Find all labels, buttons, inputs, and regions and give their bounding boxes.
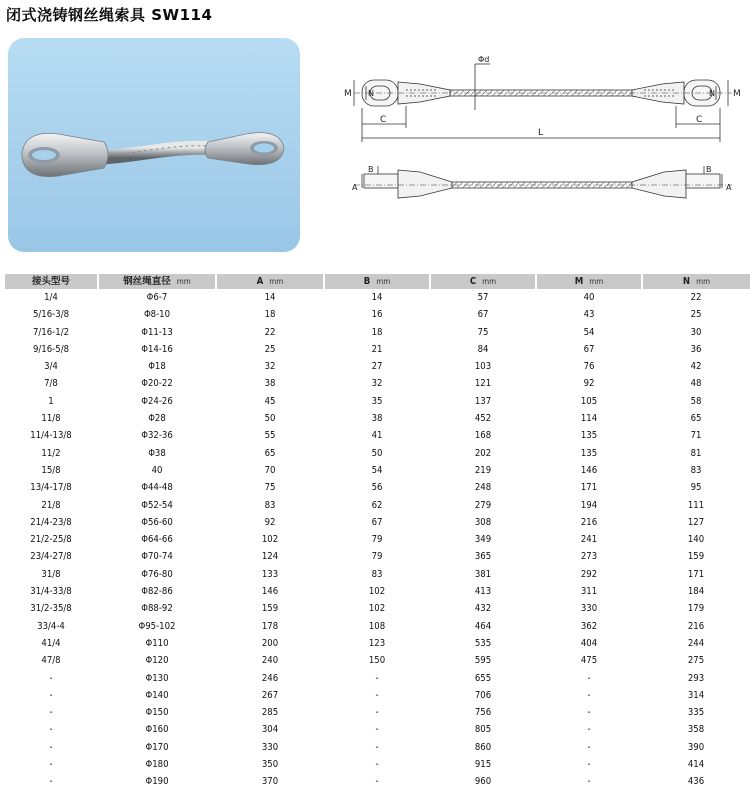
table-cell: 114 bbox=[580, 413, 598, 425]
table-cell: Φ11-13 bbox=[141, 326, 173, 338]
table-cell: 7/16-1/2 bbox=[32, 326, 70, 338]
table-cell: 18 bbox=[371, 326, 383, 338]
table-cell: Φ170 bbox=[145, 741, 169, 753]
table-cell: 381 bbox=[474, 568, 492, 580]
table-cell: 67 bbox=[583, 343, 595, 355]
table-cell: 121 bbox=[474, 378, 492, 390]
table-cell: 244 bbox=[687, 637, 705, 649]
table-cell: 314 bbox=[687, 689, 705, 701]
table-row bbox=[5, 462, 750, 479]
table-cell: Φ14-16 bbox=[141, 343, 173, 355]
column-header-label: 钢丝绳直径 bbox=[123, 276, 171, 287]
column-header-unit: mm bbox=[176, 277, 191, 286]
table-cell: 1/4 bbox=[44, 292, 58, 303]
diagram-label-m-right: M bbox=[733, 89, 741, 99]
table-cell: 40 bbox=[151, 464, 163, 476]
table-cell: Φ28 bbox=[148, 413, 166, 425]
table-row bbox=[5, 497, 750, 514]
table-row bbox=[5, 721, 750, 738]
table-cell: 216 bbox=[687, 620, 705, 632]
table-cell: 21/4-23/8 bbox=[30, 516, 72, 528]
table-cell: 31/4-33/8 bbox=[30, 586, 72, 598]
table-cell: 171 bbox=[580, 482, 598, 494]
diagram-side-view bbox=[354, 166, 732, 198]
table-row bbox=[5, 704, 750, 721]
table-cell: 38 bbox=[264, 378, 276, 390]
spec-table bbox=[5, 274, 750, 791]
table-cell: 413 bbox=[474, 586, 492, 598]
table-cell: 21/2-25/8 bbox=[30, 534, 72, 546]
table-cell: 860 bbox=[474, 741, 492, 753]
column-header bbox=[536, 274, 642, 289]
table-row bbox=[5, 531, 750, 548]
column-header bbox=[324, 274, 430, 289]
table-cell: Φ18 bbox=[148, 361, 166, 373]
table-cell: 137 bbox=[474, 395, 492, 407]
table-cell: 330 bbox=[261, 741, 279, 753]
table-cell: 65 bbox=[264, 447, 276, 459]
table-cell: 14 bbox=[371, 292, 383, 303]
table-row bbox=[5, 739, 750, 756]
table-cell: 108 bbox=[368, 620, 386, 632]
table-cell: 111 bbox=[687, 499, 705, 511]
table-cell: 200 bbox=[261, 637, 279, 649]
column-header-unit: mm bbox=[482, 277, 497, 286]
table-cell: 11/4-13/8 bbox=[30, 430, 72, 442]
page-title: 闭式浇铸钢丝绳索具 SW114 bbox=[6, 6, 213, 24]
table-cell: - bbox=[49, 741, 53, 753]
column-header-unit: mm bbox=[589, 277, 604, 286]
table-body bbox=[5, 289, 750, 791]
table-cell: 75 bbox=[264, 482, 276, 494]
table-cell: 31/2-35/8 bbox=[30, 603, 72, 615]
table-cell: 102 bbox=[368, 603, 386, 615]
column-header-label: A bbox=[256, 276, 264, 287]
column-header-label: N bbox=[682, 276, 691, 287]
table-cell: 279 bbox=[474, 499, 492, 511]
table-cell: 71 bbox=[690, 430, 702, 442]
table-cell: 54 bbox=[583, 326, 595, 338]
table-cell: 23/4-27/8 bbox=[30, 551, 72, 563]
table-cell: 25 bbox=[690, 309, 702, 321]
table-cell: 140 bbox=[687, 534, 705, 546]
table-cell: 436 bbox=[687, 776, 705, 788]
table-cell: 168 bbox=[474, 430, 492, 442]
table-cell: 95 bbox=[690, 482, 702, 494]
table-cell: - bbox=[375, 724, 379, 736]
table-cell: 50 bbox=[264, 413, 276, 425]
table-cell: Φ38 bbox=[148, 447, 166, 459]
table-header-row bbox=[5, 274, 750, 289]
table-cell: 22 bbox=[690, 292, 702, 303]
table-cell: 70 bbox=[264, 464, 276, 476]
table-cell: 33/4-4 bbox=[37, 620, 65, 632]
table-row bbox=[5, 548, 750, 565]
table-cell: Φ70-74 bbox=[141, 551, 173, 563]
column-header bbox=[642, 274, 750, 289]
table-cell: 3/4 bbox=[44, 361, 58, 373]
table-cell: - bbox=[375, 759, 379, 771]
table-cell: 124 bbox=[261, 551, 279, 563]
table-cell: 16 bbox=[371, 309, 383, 321]
table-cell: 18 bbox=[264, 309, 276, 321]
table-cell: 11/8 bbox=[41, 413, 61, 425]
table-cell: Φ6-7 bbox=[146, 292, 168, 303]
table-cell: 805 bbox=[474, 724, 492, 736]
column-header-label: 接头型号 bbox=[31, 276, 70, 287]
table-row bbox=[5, 773, 750, 790]
table-cell: 362 bbox=[580, 620, 598, 632]
table-row bbox=[5, 358, 750, 375]
table-cell: 35 bbox=[371, 395, 383, 407]
table-cell: - bbox=[49, 724, 53, 736]
table-row bbox=[5, 566, 750, 583]
table-cell: Φ32-36 bbox=[141, 430, 173, 442]
table-cell: 150 bbox=[368, 655, 386, 667]
table-cell: Φ180 bbox=[145, 759, 169, 771]
table-cell: 293 bbox=[687, 672, 705, 684]
table-cell: 304 bbox=[261, 724, 279, 736]
table-cell: 159 bbox=[261, 603, 279, 615]
table-row bbox=[5, 324, 750, 341]
table-row bbox=[5, 756, 750, 773]
table-cell: 404 bbox=[580, 637, 598, 649]
table-cell: 13/4-17/8 bbox=[30, 482, 72, 494]
table-cell: 756 bbox=[474, 707, 492, 719]
table-cell: 1 bbox=[48, 395, 54, 407]
table-row bbox=[5, 635, 750, 652]
table-row bbox=[5, 289, 750, 306]
left-socket bbox=[22, 133, 108, 176]
table-cell: 54 bbox=[371, 464, 383, 476]
table-cell: 83 bbox=[690, 464, 702, 476]
diagram-label-b-left: B bbox=[368, 165, 374, 174]
table-cell: Φ44-48 bbox=[141, 482, 173, 494]
table-cell: 171 bbox=[687, 568, 705, 580]
table-cell: Φ76-80 bbox=[141, 568, 173, 580]
table-cell: 335 bbox=[687, 707, 705, 719]
table-cell: 32 bbox=[264, 361, 276, 373]
table-cell: - bbox=[587, 707, 591, 719]
table-cell: Φ110 bbox=[145, 637, 169, 649]
table-cell: 202 bbox=[474, 447, 492, 459]
table-cell: 267 bbox=[261, 689, 279, 701]
column-header-label: C bbox=[469, 276, 477, 287]
table-cell: 365 bbox=[474, 551, 492, 563]
column-header-unit: mm bbox=[696, 277, 711, 286]
table-cell: 184 bbox=[687, 586, 705, 598]
table-cell: - bbox=[49, 776, 53, 788]
table-row bbox=[5, 514, 750, 531]
right-socket bbox=[205, 133, 284, 165]
table-cell: 14 bbox=[264, 292, 276, 303]
table-cell: 22 bbox=[264, 326, 276, 338]
table-cell: 45 bbox=[264, 395, 276, 407]
table-cell: 42 bbox=[690, 361, 702, 373]
table-cell: 311 bbox=[580, 586, 598, 598]
table-cell: Φ8-10 bbox=[143, 309, 171, 321]
table-row bbox=[5, 427, 750, 444]
table-cell: 246 bbox=[261, 672, 279, 684]
table-cell: 38 bbox=[371, 413, 383, 425]
table-cell: 135 bbox=[580, 430, 598, 442]
table-cell: 370 bbox=[261, 776, 279, 788]
table-cell: - bbox=[587, 724, 591, 736]
table-cell: 92 bbox=[264, 516, 276, 528]
diagram-label-n-right: N bbox=[709, 89, 715, 98]
table-cell: - bbox=[49, 689, 53, 701]
table-cell: 133 bbox=[261, 568, 279, 580]
table-cell: 655 bbox=[474, 672, 492, 684]
table-cell: 79 bbox=[371, 551, 383, 563]
table-cell: Φ120 bbox=[145, 655, 169, 667]
table-cell: 146 bbox=[261, 586, 279, 598]
table-cell: 56 bbox=[371, 482, 383, 494]
table-cell: 36 bbox=[690, 343, 702, 355]
table-cell: 330 bbox=[580, 603, 598, 615]
column-header-label: M bbox=[574, 276, 584, 287]
table-cell: 21/8 bbox=[41, 499, 61, 511]
table-cell: 706 bbox=[474, 689, 492, 701]
table-cell: - bbox=[49, 759, 53, 771]
column-header bbox=[430, 274, 536, 289]
table-cell: 127 bbox=[687, 516, 705, 528]
table-cell: Φ56-60 bbox=[141, 516, 173, 528]
table-cell: Φ150 bbox=[145, 707, 169, 719]
table-cell: - bbox=[587, 672, 591, 684]
table-cell: 55 bbox=[264, 430, 276, 442]
table-row bbox=[5, 670, 750, 687]
column-header bbox=[98, 274, 216, 289]
table-cell: 350 bbox=[261, 759, 279, 771]
diagram-label-a-left: A bbox=[352, 183, 358, 192]
diagram-label-l: L bbox=[538, 128, 544, 138]
table-cell: 159 bbox=[687, 551, 705, 563]
table-cell: 414 bbox=[687, 759, 705, 771]
table-cell: 84 bbox=[477, 343, 489, 355]
diagram-label-d: Φd bbox=[478, 55, 490, 64]
table-cell: - bbox=[587, 776, 591, 788]
table-cell: 390 bbox=[687, 741, 705, 753]
table-cell: 960 bbox=[474, 776, 492, 788]
table-cell: 146 bbox=[580, 464, 598, 476]
table-cell: 275 bbox=[687, 655, 705, 667]
table-cell: 40 bbox=[583, 292, 595, 303]
table-cell: 241 bbox=[580, 534, 598, 546]
table-cell: 595 bbox=[474, 655, 492, 667]
table-cell: 5/16-3/8 bbox=[32, 309, 70, 321]
table-cell: 248 bbox=[474, 482, 492, 494]
table-cell: 21 bbox=[371, 343, 383, 355]
table-row bbox=[5, 341, 750, 358]
table-cell: - bbox=[49, 672, 53, 684]
table-cell: 240 bbox=[261, 655, 279, 667]
table-cell: 32 bbox=[371, 378, 383, 390]
table-cell: 179 bbox=[687, 603, 705, 615]
table-cell: 102 bbox=[261, 534, 279, 546]
table-cell: 31/8 bbox=[41, 568, 61, 580]
table-cell: - bbox=[375, 707, 379, 719]
table-cell: 308 bbox=[474, 516, 492, 528]
table-cell: 349 bbox=[474, 534, 492, 546]
table-cell: 464 bbox=[474, 620, 492, 632]
table-cell: 178 bbox=[261, 620, 279, 632]
table-cell: 47/8 bbox=[41, 655, 61, 667]
table-cell: Φ82-86 bbox=[141, 586, 173, 598]
table-cell: 25 bbox=[264, 343, 276, 355]
table-cell: 219 bbox=[474, 464, 492, 476]
table-cell: 273 bbox=[580, 551, 598, 563]
table-row bbox=[5, 410, 750, 427]
table-row bbox=[5, 618, 750, 635]
table-cell: 216 bbox=[580, 516, 598, 528]
table-cell: 475 bbox=[580, 655, 598, 667]
table-cell: 535 bbox=[474, 637, 492, 649]
dimension-diagram bbox=[340, 50, 745, 220]
table-cell: 79 bbox=[371, 534, 383, 546]
table-row bbox=[5, 393, 750, 410]
table-cell: 83 bbox=[371, 568, 383, 580]
table-cell: 92 bbox=[583, 378, 595, 390]
table-cell: 123 bbox=[368, 637, 386, 649]
table-cell: 103 bbox=[474, 361, 492, 373]
table-row bbox=[5, 687, 750, 704]
table-cell: Φ24-26 bbox=[141, 395, 173, 407]
column-header bbox=[216, 274, 324, 289]
table-cell: Φ95-102 bbox=[138, 620, 176, 632]
table-cell: Φ160 bbox=[145, 724, 169, 736]
table-cell: Φ130 bbox=[145, 672, 169, 684]
table-row bbox=[5, 306, 750, 323]
table-cell: 135 bbox=[580, 447, 598, 459]
column-header-unit: mm bbox=[269, 277, 284, 286]
table-cell: - bbox=[375, 776, 379, 788]
table-cell: 9/16-5/8 bbox=[32, 343, 70, 355]
table-cell: 358 bbox=[687, 724, 705, 736]
table-cell: 57 bbox=[477, 292, 489, 303]
table-cell: 11/2 bbox=[41, 447, 61, 459]
table-row bbox=[5, 600, 750, 617]
table-row bbox=[5, 445, 750, 462]
table-row bbox=[5, 652, 750, 669]
diagram-label-m-left: M bbox=[344, 89, 352, 99]
diagram-label-c-left: C bbox=[380, 115, 387, 125]
table-cell: 43 bbox=[583, 309, 595, 321]
table-cell: 67 bbox=[477, 309, 489, 321]
table-cell: 81 bbox=[690, 447, 702, 459]
table-cell: 7/8 bbox=[44, 378, 58, 390]
column-header bbox=[5, 274, 98, 289]
table-cell: 27 bbox=[371, 361, 383, 373]
table-cell: Φ20-22 bbox=[141, 378, 173, 390]
table-row bbox=[5, 479, 750, 496]
table-cell: - bbox=[375, 689, 379, 701]
column-header-label: B bbox=[363, 276, 371, 287]
table-cell: 15/8 bbox=[41, 464, 61, 476]
table-cell: 48 bbox=[690, 378, 702, 390]
table-cell: - bbox=[587, 759, 591, 771]
table-cell: 452 bbox=[474, 413, 492, 425]
table-cell: - bbox=[587, 741, 591, 753]
table-cell: 76 bbox=[583, 361, 595, 373]
table-cell: 58 bbox=[690, 395, 702, 407]
table-cell: Φ88-92 bbox=[141, 603, 173, 615]
table-cell: 285 bbox=[261, 707, 279, 719]
table-cell: 41/4 bbox=[41, 637, 61, 649]
table-cell: 41 bbox=[371, 430, 383, 442]
table-cell: Φ52-54 bbox=[141, 499, 173, 511]
diagram-label-b-right: B bbox=[706, 165, 712, 174]
table-cell: 67 bbox=[371, 516, 383, 528]
table-cell: 83 bbox=[264, 499, 276, 511]
table-cell: Φ64-66 bbox=[141, 534, 173, 546]
table-cell: - bbox=[375, 672, 379, 684]
table-cell: 75 bbox=[477, 326, 489, 338]
table-cell: 30 bbox=[690, 326, 702, 338]
table-cell: 50 bbox=[371, 447, 383, 459]
table-cell: 102 bbox=[368, 586, 386, 598]
diagram-label-c-right: C bbox=[696, 115, 703, 125]
table-cell: - bbox=[587, 689, 591, 701]
table-cell: Φ140 bbox=[145, 689, 169, 701]
table-cell: 62 bbox=[371, 499, 383, 511]
diagram-label-a-right: A bbox=[726, 183, 732, 192]
table-cell: 915 bbox=[474, 759, 492, 771]
table-cell: 292 bbox=[580, 568, 598, 580]
table-cell: 432 bbox=[474, 603, 492, 615]
product-photo bbox=[8, 38, 300, 252]
table-cell: Φ190 bbox=[145, 776, 169, 788]
table-cell: 194 bbox=[580, 499, 598, 511]
table-cell: - bbox=[49, 707, 53, 719]
wire-rope-sling-illustration bbox=[8, 38, 300, 252]
table-cell: 65 bbox=[690, 413, 702, 425]
table-row bbox=[5, 583, 750, 600]
column-header-unit: mm bbox=[376, 277, 391, 286]
diagram-label-n-left: N bbox=[368, 89, 374, 98]
table-cell: 105 bbox=[580, 395, 598, 407]
table-cell: - bbox=[375, 741, 379, 753]
table-row bbox=[5, 375, 750, 392]
